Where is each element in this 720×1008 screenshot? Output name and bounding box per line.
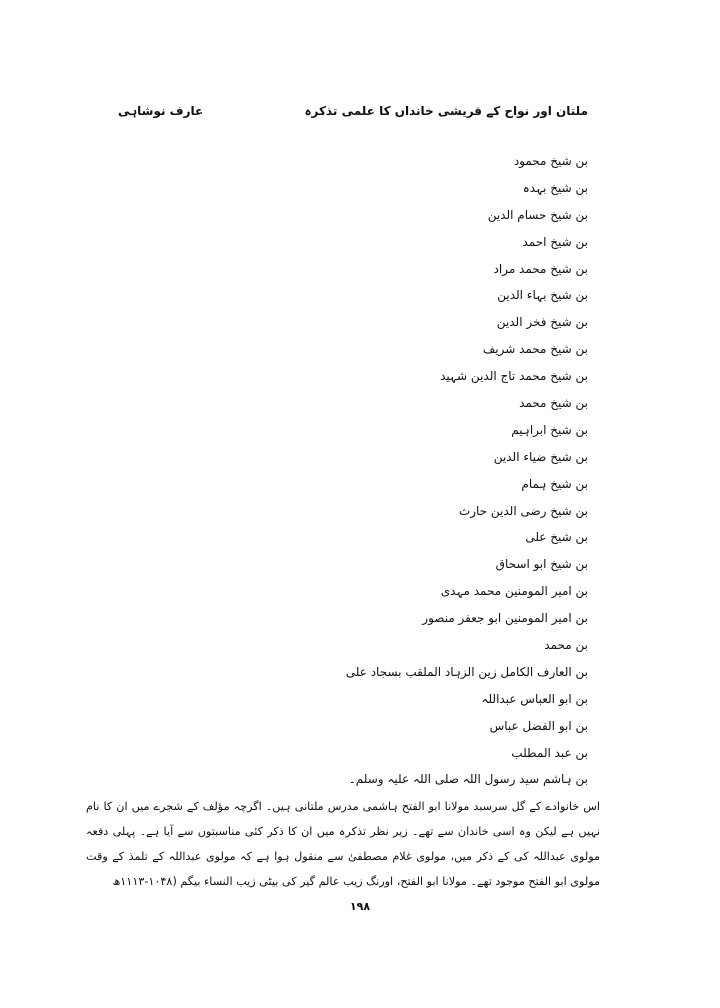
lineage-item: بن شیخ بہاء الدین bbox=[497, 288, 588, 303]
page-number: ۱۹۸ bbox=[349, 900, 371, 913]
lineage-item: بن شیخ فخر الدین bbox=[496, 315, 588, 330]
running-header-author: عارف نوشاہی bbox=[118, 104, 204, 118]
running-header-title: ملتان اور نواح کے قریشی خانداں کا علمی تذکرہ bbox=[304, 104, 588, 118]
lineage-item: بن ہاشم سید رسول اللہ صلی اللہ علیہ وسلم۔ bbox=[348, 772, 588, 787]
lineage-item: بن العارف الکامل زین الزہاد الملقب بسجاد علی bbox=[345, 664, 588, 679]
body-paragraph: اس خانوادے کے گل سرسبد مولانا ابو الفتح ہاشمی مدرس ملتانی ہیں۔ اگرچہ مؤلف کے شجرے میں ان کا نام نہیں ہے لیکن وہ اسی خاندان سے تھے۔ زیر نظر تذکرہ میں ان کا ذکر کئی مناسبتوں سے آیا ہے۔ پہلی دفعہ مولوی عبداللہ کی کے ذکر میں، مولوی غلام مصطفیٰ سے منقول ہوا ہے کہ مولوی عبداللہ کے تلمذ کے وقت مولوی ابو الفتح موجود تھے۔ مولانا ابو الفتح، اورنگ زیب عالم گیر کی بیٹی زیب النساء بیگم (۱۰۴۸-۱۱۱۳ھ bbox=[86, 800, 600, 888]
lineage-list bbox=[168, 148, 588, 793]
lineage-item: بن شیخ علی bbox=[525, 530, 588, 545]
lineage-item: بن شیخ ضیاء الدین bbox=[493, 449, 588, 464]
lineage-item: بن شیخ محمد مراد bbox=[493, 261, 588, 276]
lineage-item: بن عبد المطلب bbox=[511, 745, 588, 760]
lineage-item: بن شیخ محمود bbox=[513, 154, 588, 168]
lineage-item: بن شیخ محمد تاج الدین شہید bbox=[440, 369, 588, 384]
lineage-item: بن شیخ محمد bbox=[519, 396, 588, 411]
lineage-item: بن شیخ محمد شریف bbox=[482, 342, 588, 357]
lineage-item: بن شیخ حسام الدین bbox=[487, 207, 588, 222]
lineage-item: بن ابو الفضل عباس bbox=[489, 718, 588, 733]
lineage-item: بن شیخ رضی الدین حارث bbox=[458, 503, 588, 518]
lineage-item: بن امیر المومنین ابو جعفر منصور bbox=[422, 611, 588, 626]
lineage-item: بن شیخ ابراہیم bbox=[511, 422, 588, 437]
lineage-item: بن شیخ بہدہ bbox=[522, 180, 588, 195]
lineage-item: بن ابو العباس عبداللہ bbox=[481, 691, 588, 706]
lineage-item: بن امیر المومنین محمد مہدی bbox=[440, 584, 588, 599]
lineage-item: بن محمد bbox=[544, 638, 588, 653]
lineage-item: بن شیخ احمد bbox=[522, 234, 588, 249]
running-header bbox=[118, 104, 588, 124]
lineage-item: بن شیخ ہمام bbox=[521, 476, 588, 491]
lineage-item: بن شیخ ابو اسحاق bbox=[495, 557, 588, 572]
